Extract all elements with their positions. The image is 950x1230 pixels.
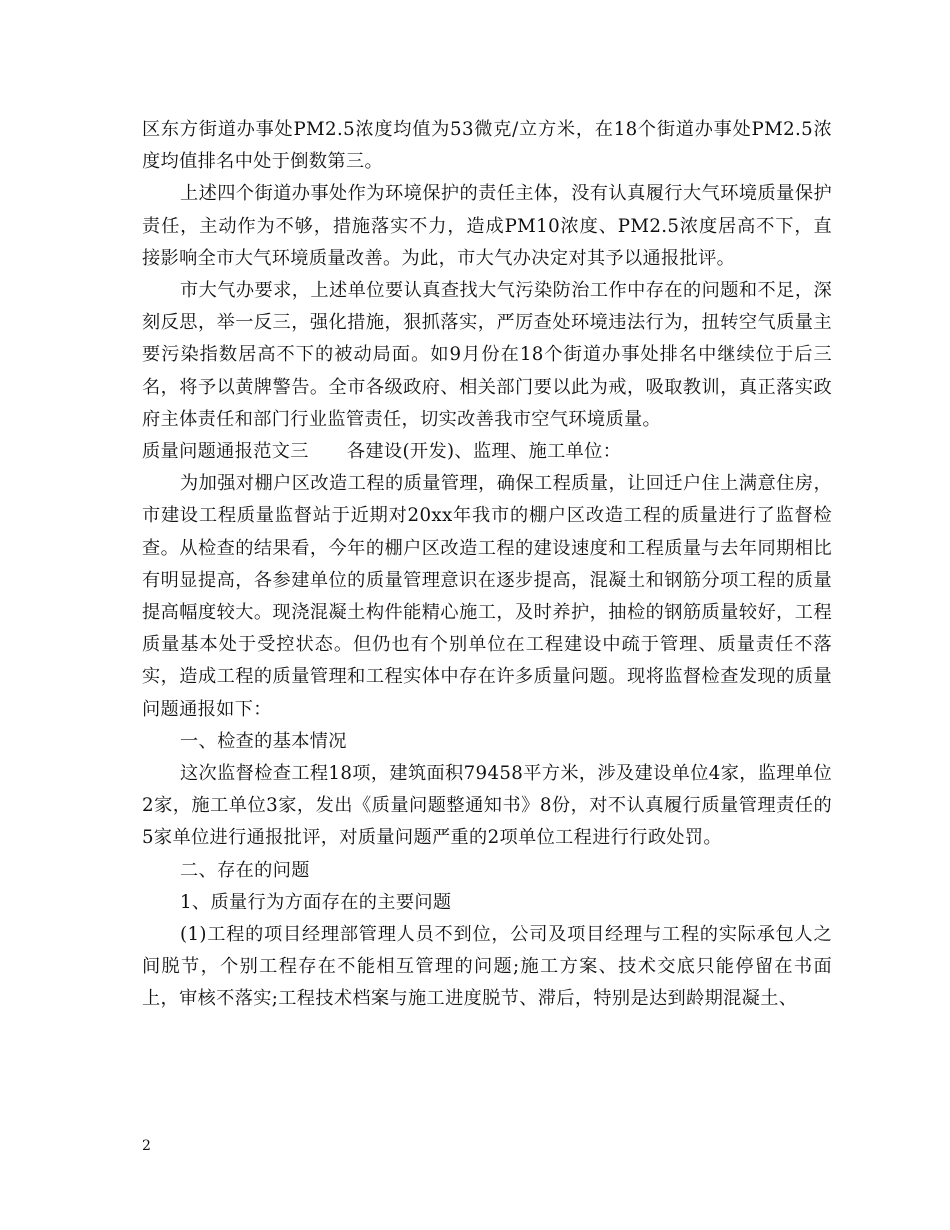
section-addressee: 各建设(开发)、监理、施工单位： <box>346 441 622 463</box>
document-body <box>142 114 832 1016</box>
subheading-basic-situation: 一、检查的基本情况 <box>180 730 347 752</box>
section-heading <box>142 436 832 468</box>
paragraph-continuation: 区东方街道办事处PM2.5浓度均值为53微克/立方米，在18个街道办事处PM2.5浓度均值排名中处于倒数第三。 <box>142 119 832 173</box>
paragraph-requirements: 市大气办要求，上述单位要认真查找大气污染防治工作中存在的问题和不足，深刻反思，举一反三，强化措施，狠抓落实，严厉查处环境违法行为，扭转空气质量主要污染指数居高不下的被动局面。如9月份在18个街道办事处排名中继续位于后三名，将予以黄牌警告。全市各级政府、相关部门要以此为戒，吸取教训，真正落实政府主体责任和部门行业监管责任，切实改善我市空气环境质量。 <box>142 280 832 430</box>
paragraph-introduction: 为加强对棚户区改造工程的质量管理，确保工程质量，让回迁户住上满意住房，市建设工程质量监督站于近期对20xx年我市的棚户区改造工程的质量进行了监督检查。从检查的结果看，今年的棚户区改造工程的建设速度和工程质量与去年同期相比有明显提高，各参建单位的质量管理意识在逐步提高，混凝土和钢筋分项工程的质量提高幅度较大。现浇混凝土构件能精心施工，及时养护，抽检的钢筋质量较好，工程质量基本处于受控状态。但仍也有个别单位在工程建设中疏于管理、质量责任不落实，造成工程的质量管理和工程实体中存在许多质量问题。现将监督检查发现的质量问题通报如下： <box>142 473 832 720</box>
paragraph-inspection-summary: 这次监督检查工程18项，建筑面积79458平方米，涉及建设单位4家，监理单位2家，施工单位3家，发出《质量问题整通知书》8份，对不认真履行质量管理责任的5家单位进行通报批评，对质量问题严重的2项单位工程进行行政处罚。 <box>142 763 832 849</box>
section-title: 质量问题通报范文三 <box>142 441 309 463</box>
subheading-existing-problems: 二、存在的问题 <box>180 859 310 881</box>
subheading-quality-behavior: 1、质量行为方面存在的主要问题 <box>180 891 452 913</box>
paragraph-problem-item-1: (1)工程的项目经理部管理人员不到位，公司及项目经理与工程的实际承包人之间脱节，个别工程存在不能相互管理的问题;施工方案、技术交底只能停留在书面上，审核不落实;工程技术档案与施工进度脱节、滞后，特别是达到龄期混凝土、 <box>142 924 832 1010</box>
page-number: 2 <box>142 1138 151 1154</box>
paragraph-criticism: 上述四个街道办事处作为环境保护的责任主体，没有认真履行大气环境质量保护责任，主动作为不够，措施落实不力，造成PM10浓度、PM2.5浓度居高不下，直接影响全市大气环境质量改善。为此，市大气办决定对其予以通报批评。 <box>142 183 832 269</box>
